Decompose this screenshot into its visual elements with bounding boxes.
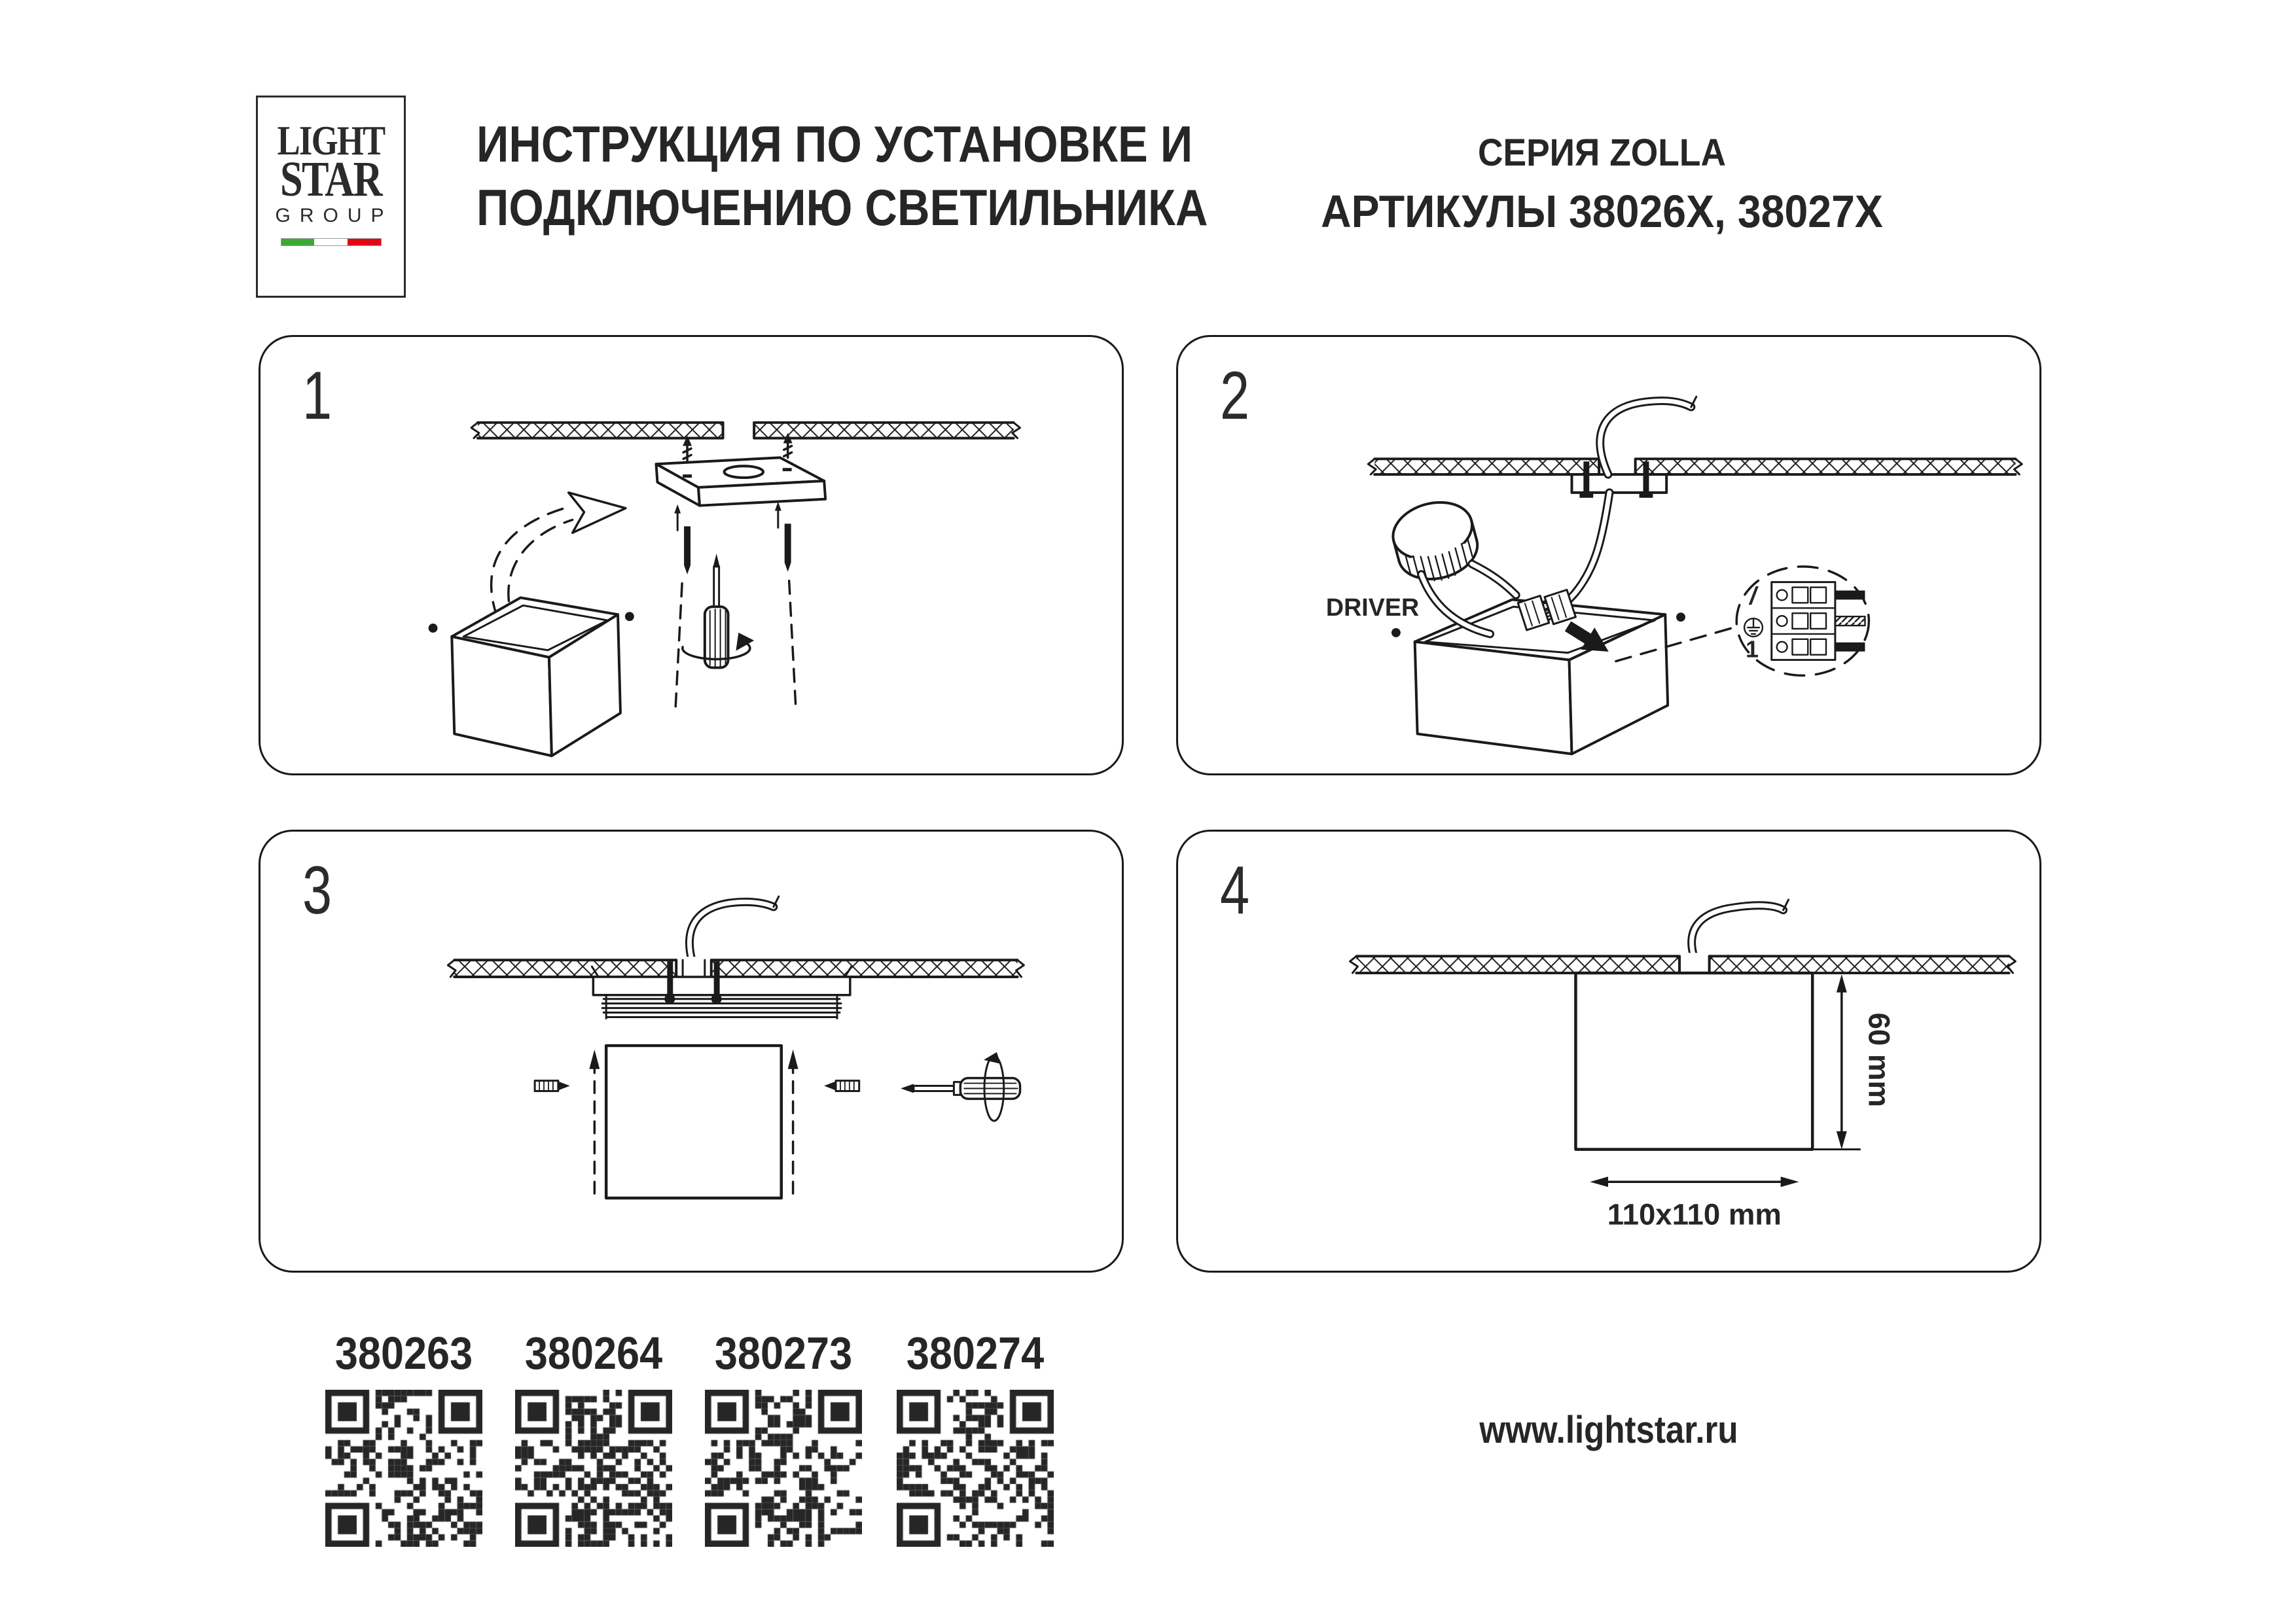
lightstar-logo — [256, 96, 406, 298]
mounting-plate — [656, 457, 825, 505]
side-screw-right — [824, 1081, 859, 1091]
terminal-detail — [1736, 567, 1869, 676]
qr-code — [515, 1390, 672, 1547]
step-number: 3 — [302, 853, 332, 928]
fixture-body — [1575, 973, 1812, 1150]
led-driver — [1387, 494, 1484, 590]
mains-wire — [1692, 900, 1789, 956]
qr-code — [897, 1390, 1054, 1547]
flag-green — [281, 239, 315, 245]
logo-group-text: GROUP — [275, 205, 393, 226]
height-dimension — [1814, 974, 1895, 1150]
step-panel-2 — [1176, 335, 2041, 775]
step1-illustration — [260, 337, 1122, 773]
width-dim-label: 110x110 mm — [1607, 1197, 1782, 1231]
step-panel-3 — [259, 830, 1124, 1273]
qr-code — [705, 1390, 862, 1547]
driver-label: DRIVER — [1325, 593, 1420, 622]
flag-white — [314, 239, 348, 245]
qr-item — [685, 1327, 882, 1550]
qr-item — [877, 1327, 1073, 1550]
step-number: 1 — [302, 358, 332, 434]
page-title — [476, 113, 1208, 239]
earth-icon — [1744, 618, 1763, 637]
logo-light-text: LIGHT — [277, 117, 385, 164]
mains-wire — [689, 896, 778, 960]
page-title-line1: ИНСТРУКЦИЯ ПО УСТАНОВКЕ И — [476, 115, 1193, 173]
ceiling-panel — [471, 419, 1020, 442]
qr-label: 380273 — [714, 1328, 853, 1379]
website-text: www.lightstar.ru — [1479, 1409, 1738, 1451]
logo-star-text: STAR — [279, 152, 382, 207]
height-dim-label: 60 mm — [1862, 1012, 1896, 1108]
terminal-label-line: / — [1749, 582, 1757, 610]
width-dimension — [1590, 1176, 1799, 1231]
qr-label: 380274 — [906, 1328, 1045, 1379]
ceiling-panel — [1368, 455, 2022, 478]
step2-illustration — [1178, 337, 2039, 773]
mains-wire — [1547, 397, 1696, 617]
terminal-label-neutral: 1 — [1746, 636, 1759, 663]
fixture-box — [429, 597, 634, 756]
qr-code — [325, 1390, 482, 1547]
screwdriver — [683, 554, 754, 667]
step4-illustration — [1178, 832, 2039, 1271]
flag-red — [348, 239, 381, 245]
series-title: СЕРИЯ ZOLLA — [1477, 132, 1727, 174]
step-number: 2 — [1220, 358, 1250, 434]
side-screw-left — [535, 1081, 570, 1091]
step3-illustration — [260, 832, 1122, 1271]
qr-item — [306, 1327, 502, 1550]
italy-flag — [281, 238, 382, 246]
step-panel-4 — [1176, 830, 2041, 1273]
fixture-body — [606, 1046, 781, 1198]
page-title-line2: ПОДКЛЮЧЕНИЮ СВЕТИЛЬНИКА — [476, 179, 1208, 236]
screwdriver — [901, 1052, 1020, 1121]
qr-label: 380264 — [524, 1328, 663, 1379]
step-panel-1 — [259, 335, 1124, 775]
articles-title: АРТИКУЛЫ 38026X, 38027X — [1321, 186, 1883, 237]
qr-item — [495, 1327, 692, 1550]
qr-label: 380263 — [334, 1328, 473, 1379]
trim-ring — [602, 995, 841, 1019]
fixing-screws — [674, 502, 795, 707]
step-number: 4 — [1220, 853, 1250, 928]
